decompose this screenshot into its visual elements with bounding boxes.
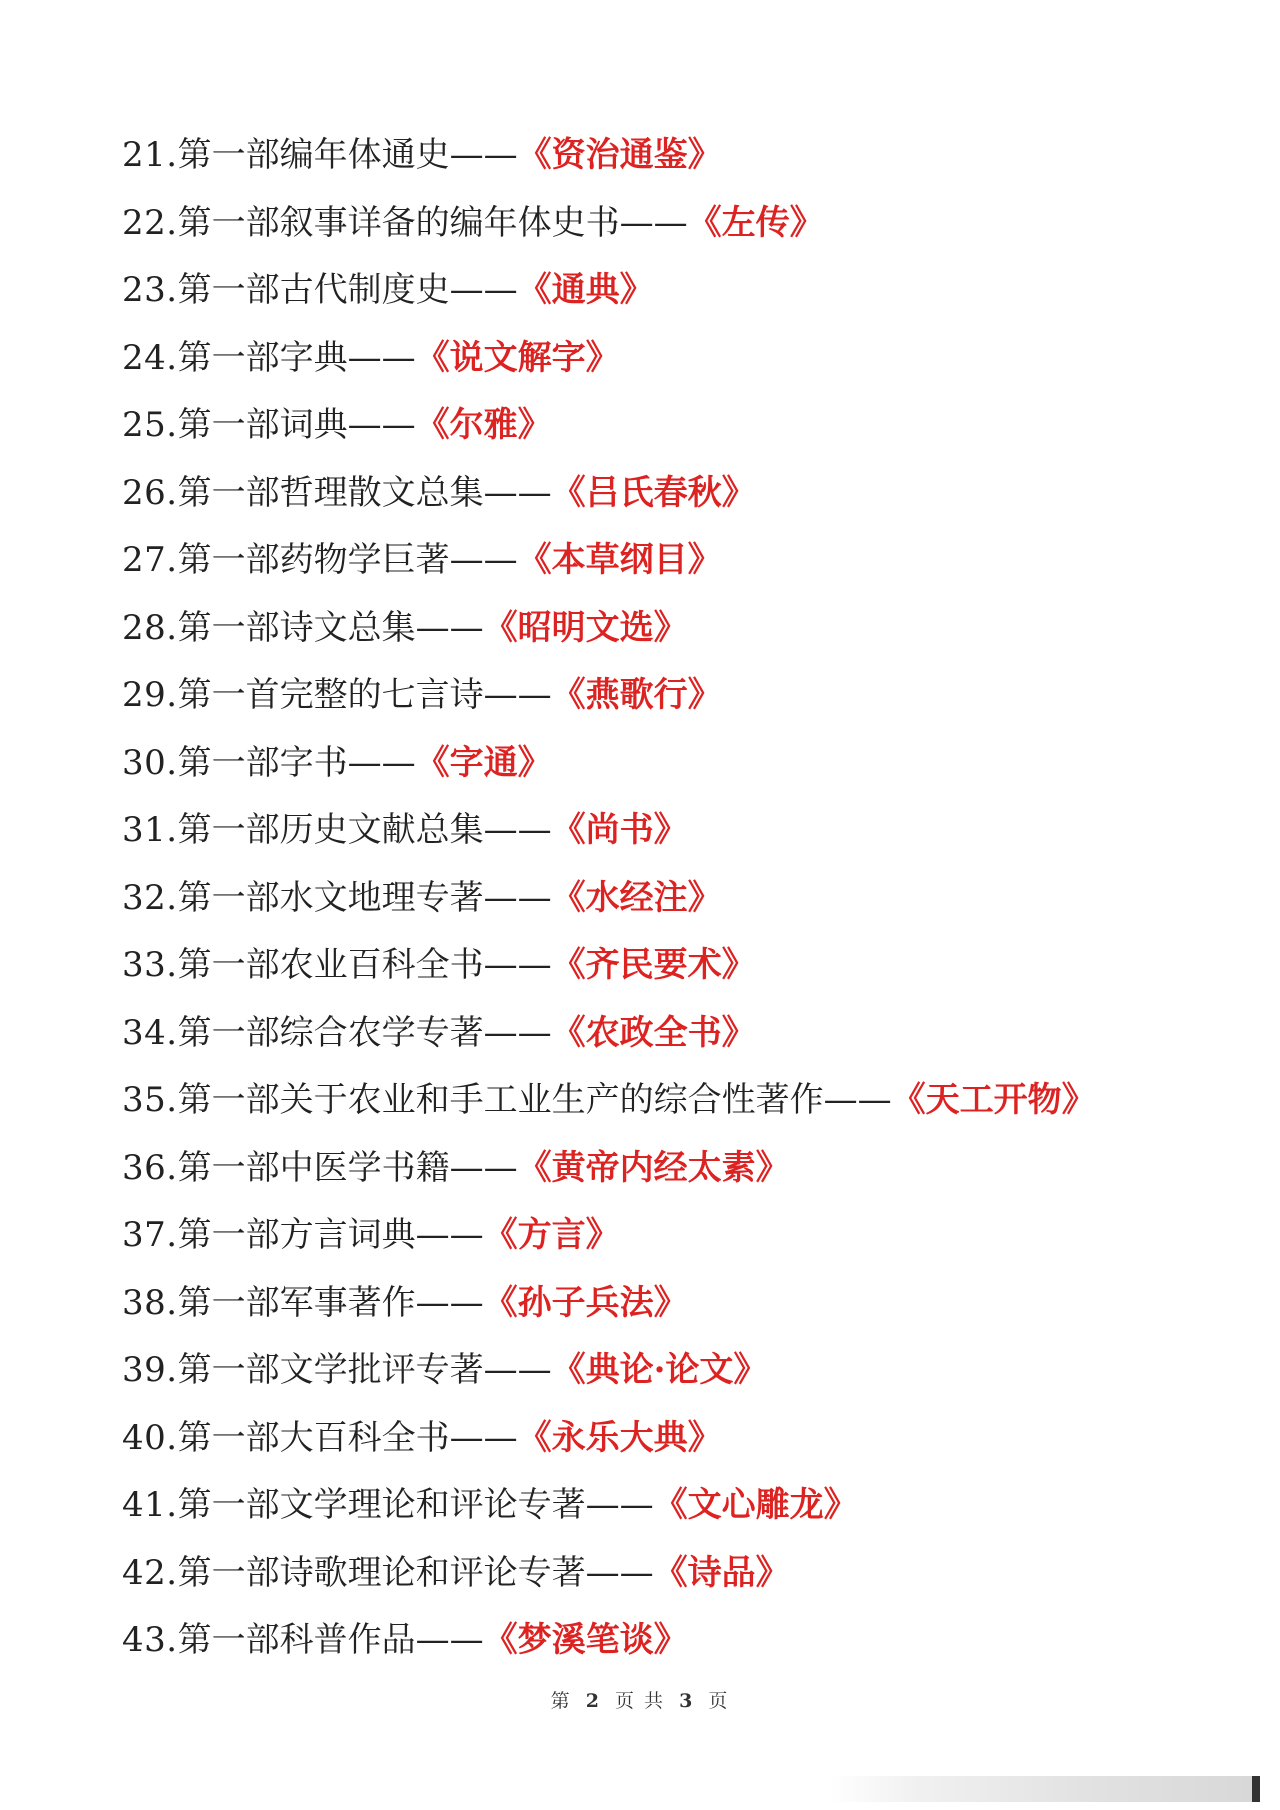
item-description: 第一部文学理论和评论专著——	[177, 1485, 654, 1525]
item-number: 33.	[122, 945, 178, 985]
book-title: 《典论·论文》	[551, 1350, 768, 1390]
book-title: 《通典》	[517, 270, 654, 310]
footer-middle: 页 共	[614, 1690, 666, 1712]
item-description: 第一部中医学书籍——	[177, 1147, 518, 1188]
book-title: 《尚书》	[551, 810, 688, 850]
item-description: 第一首完整的七言诗——	[177, 675, 552, 715]
list-item	[122, 932, 1202, 1000]
list-item	[122, 1405, 1202, 1473]
book-title: 《农政全书》	[551, 1012, 756, 1053]
item-number: 25.	[122, 405, 178, 445]
list-item	[122, 865, 1202, 933]
item-number: 30.	[122, 742, 178, 783]
item-number: 32.	[122, 877, 178, 918]
item-number: 40.	[122, 1417, 178, 1458]
book-title: 《说文解字》	[415, 337, 620, 378]
item-number: 34.	[122, 1012, 178, 1053]
item-number: 22.	[122, 202, 178, 243]
item-description: 第一部古代制度史——	[177, 270, 518, 310]
item-description: 第一部科普作品——	[177, 1620, 484, 1660]
list-item	[122, 595, 1202, 663]
item-number: 42.	[122, 1552, 178, 1593]
list-item	[122, 1202, 1202, 1270]
list-item	[122, 460, 1202, 528]
footer-total-pages: 3	[679, 1690, 695, 1712]
book-title: 《永乐大典》	[517, 1417, 722, 1458]
footer-current-page: 2	[585, 1690, 601, 1712]
book-title: 《左传》	[687, 202, 824, 243]
book-title: 《诗品》	[653, 1552, 790, 1593]
item-number: 41.	[122, 1485, 178, 1525]
page-footer	[0, 1686, 1280, 1713]
book-title: 《资治通鉴》	[517, 135, 722, 175]
item-description: 第一部诗文总集——	[177, 607, 484, 648]
list-item	[122, 325, 1202, 393]
item-number: 37.	[122, 1215, 178, 1255]
item-number: 26.	[122, 472, 178, 513]
list-item	[122, 190, 1202, 258]
item-description: 第一部方言词典——	[177, 1215, 484, 1255]
book-title: 《吕氏春秋》	[551, 472, 756, 513]
item-number: 23.	[122, 270, 178, 310]
list-item	[122, 730, 1202, 798]
book-title: 《尔雅》	[415, 405, 552, 445]
item-number: 28.	[122, 607, 178, 648]
list-item	[122, 1337, 1202, 1405]
item-number: 35.	[122, 1080, 178, 1120]
item-number: 21.	[122, 135, 178, 175]
item-description: 第一部关于农业和手工业生产的综合性著作——	[177, 1080, 892, 1120]
item-description: 第一部军事著作——	[177, 1282, 484, 1323]
item-description: 第一部哲理散文总集——	[177, 472, 552, 513]
book-title: 《天工开物》	[891, 1080, 1096, 1120]
list-item	[122, 1000, 1202, 1068]
list-item	[122, 1270, 1202, 1338]
item-description: 第一部词典——	[177, 405, 416, 445]
item-description: 第一部药物学巨著——	[177, 540, 518, 580]
list-item	[122, 122, 1202, 190]
list-item	[122, 797, 1202, 865]
list-item	[122, 662, 1202, 730]
item-number: 39.	[122, 1350, 178, 1390]
scan-edge-strip	[830, 1776, 1260, 1802]
item-description: 第一部编年体通史——	[177, 135, 518, 175]
item-number: 38.	[122, 1282, 178, 1323]
book-title: 《本草纲目》	[517, 540, 722, 580]
item-description: 第一部大百科全书——	[177, 1417, 518, 1458]
item-description: 第一部字书——	[177, 742, 416, 783]
list-item	[122, 1135, 1202, 1203]
book-title: 《梦溪笔谈》	[483, 1620, 688, 1660]
book-list	[122, 122, 1202, 1675]
item-description: 第一部字典——	[177, 337, 416, 378]
list-item	[122, 257, 1202, 325]
item-description: 第一部文学批评专著——	[177, 1350, 552, 1390]
list-item	[122, 1540, 1202, 1608]
book-title: 《黄帝内经太素》	[517, 1147, 790, 1188]
item-description: 第一部诗歌理论和评论专著——	[177, 1552, 654, 1593]
item-number: 24.	[122, 337, 178, 378]
book-title: 《字通》	[415, 742, 552, 783]
list-item	[122, 392, 1202, 460]
book-title: 《齐民要术》	[551, 945, 756, 985]
footer-prefix: 第	[550, 1690, 572, 1712]
item-number: 27.	[122, 540, 178, 580]
item-number: 29.	[122, 675, 178, 715]
book-title: 《燕歌行》	[551, 675, 722, 715]
book-title: 《孙子兵法》	[483, 1282, 688, 1323]
book-title: 《水经注》	[551, 877, 722, 918]
book-title: 《文心雕龙》	[653, 1485, 858, 1525]
list-item	[122, 527, 1202, 595]
book-title: 《昭明文选》	[483, 607, 688, 648]
item-description: 第一部叙事详备的编年体史书——	[177, 202, 688, 243]
item-description: 第一部历史文献总集——	[177, 810, 552, 850]
item-number: 36.	[122, 1147, 178, 1188]
item-description: 第一部水文地理专著——	[177, 877, 552, 918]
list-item	[122, 1472, 1202, 1540]
list-item	[122, 1067, 1202, 1135]
item-number: 31.	[122, 810, 178, 850]
item-description: 第一部农业百科全书——	[177, 945, 552, 985]
list-item	[122, 1607, 1202, 1675]
footer-suffix: 页	[708, 1690, 730, 1712]
item-description: 第一部综合农学专著——	[177, 1012, 552, 1053]
item-number: 43.	[122, 1620, 178, 1660]
book-title: 《方言》	[483, 1215, 620, 1255]
